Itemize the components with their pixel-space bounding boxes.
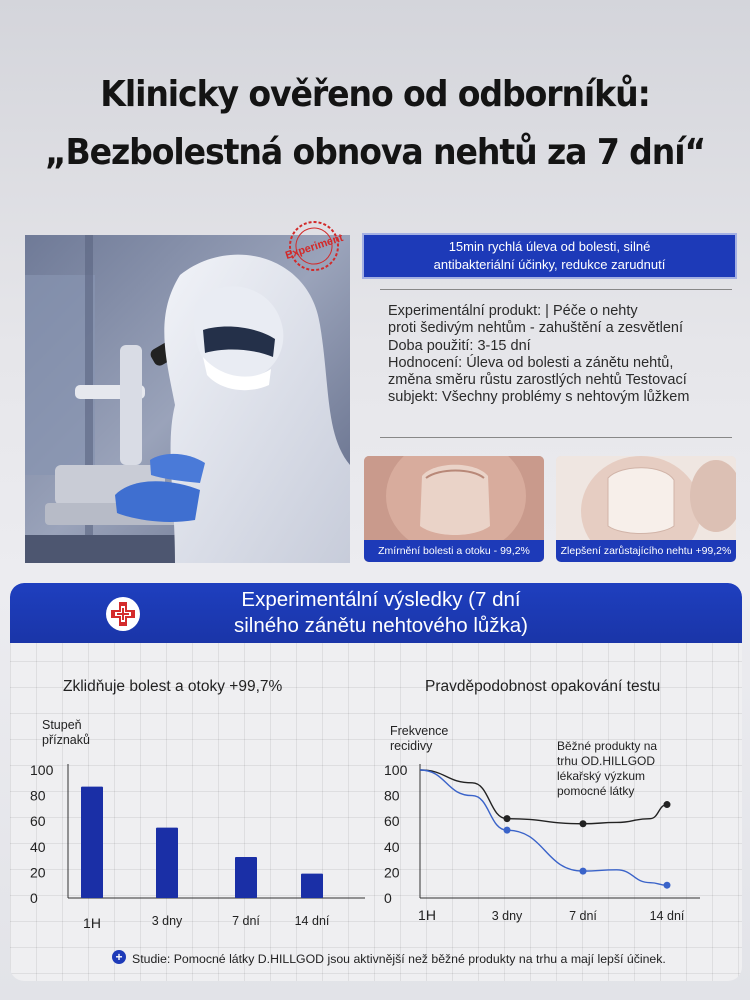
line-x-tick-label: 3 dny — [491, 909, 523, 923]
bar-chart-title: Zklidňuje bolest a otoky +99,7% — [63, 678, 283, 695]
line-y-tick-label: 40 — [384, 838, 400, 855]
results-header-line-1: Experimentální výsledky (7 dní — [241, 588, 521, 611]
info-dot-icon: + — [112, 950, 126, 964]
bar-y-tick-label: 40 — [30, 838, 46, 855]
bar-y-tick-label: 100 — [30, 762, 54, 778]
headline-line-2: „Bezbolestná obnova nehtů za 7 dní“ — [44, 132, 706, 173]
line-y-tick-label: 80 — [384, 787, 400, 804]
bar-y-tick-label: 80 — [30, 787, 46, 804]
benefit-banner-line-2: antibakteriální účinky, redukce zarudnutí — [433, 257, 666, 272]
annotation-line: trhu OD.HILLGOD — [557, 754, 656, 768]
benefit-banner-line-1: 15min rychlá úleva od bolesti, silné — [448, 239, 651, 254]
line-chart-title: Pravděpodobnost opakování testu — [425, 678, 661, 695]
results-panel — [10, 583, 742, 981]
lab-photo — [25, 235, 350, 563]
results-header-line-2: silného zánětu nehtového lůžka) — [233, 614, 529, 637]
nail-image-left — [364, 456, 544, 562]
info-line: změna směru růstu zarostlých nehtů Testovací — [388, 372, 687, 389]
line-y-tick-label: 100 — [384, 762, 408, 778]
headline — [30, 66, 720, 182]
annotation-line: Běžné produkty na — [557, 739, 658, 753]
bar-chart-ylabel: Stupeň příznaků — [42, 718, 90, 747]
divider-top — [380, 289, 732, 290]
divider-bottom — [380, 437, 732, 438]
line-chart-ylabel: Frekvence recidivy — [390, 724, 449, 753]
line-x-tick-label: 1H — [418, 907, 436, 923]
bar-y-tick-label: 0 — [30, 890, 38, 906]
info-line: subjekt: Všechny problémy s nehtovým lůžkem — [388, 389, 690, 406]
line-x-tick-label: 14 dní — [649, 909, 685, 923]
nail-caption-left: Zmírnění bolesti a otoku - 99,2% — [364, 540, 544, 562]
line-y-tick-label: 0 — [384, 890, 392, 906]
stamp-text: Experiment — [283, 231, 345, 262]
line-x-tick-label: 7 dní — [569, 909, 597, 923]
bar-x-tick-label: 1H — [83, 915, 101, 931]
headline-line-1: Klinicky ověřeno od odborníků: — [100, 74, 650, 115]
benefit-banner — [362, 233, 737, 279]
line-y-tick-label: 60 — [384, 813, 400, 830]
annotation-line: pomocné látky — [557, 784, 635, 798]
bar-x-tick-label: 14 dní — [294, 914, 330, 928]
nail-caption-right: Zlepšení zarůstajícího nehtu +99,2% — [556, 540, 736, 562]
info-line: Experimentální produkt: | Péče o nehty — [388, 303, 638, 319]
bar-x-tick-label: 3 dny — [151, 914, 183, 928]
info-line: Doba použití: 3-15 dní — [388, 337, 531, 354]
info-line: Hodnocení: Úleva od bolesti a zánětu nehtů, — [388, 354, 674, 371]
footer-note: Studie: Pomocné látky D.HILLGOD jsou aktivnější než běžné produkty na trhu a mají lepší účinek. — [132, 952, 666, 966]
bar-x-tick-label: 7 dní — [232, 914, 260, 928]
line-y-tick-label: 20 — [384, 864, 400, 881]
product-info — [388, 303, 733, 407]
nail-image-right — [556, 456, 736, 562]
info-line: proti šedivým nehtům - zahuštění a zesvětlení — [388, 320, 683, 337]
bar-y-tick-label: 60 — [30, 813, 46, 830]
medical-cross-icon — [106, 597, 140, 631]
experiment-stamp — [268, 210, 360, 282]
annotation-line: lékařský výzkum — [557, 769, 646, 783]
bar-y-tick-label: 20 — [30, 864, 46, 881]
